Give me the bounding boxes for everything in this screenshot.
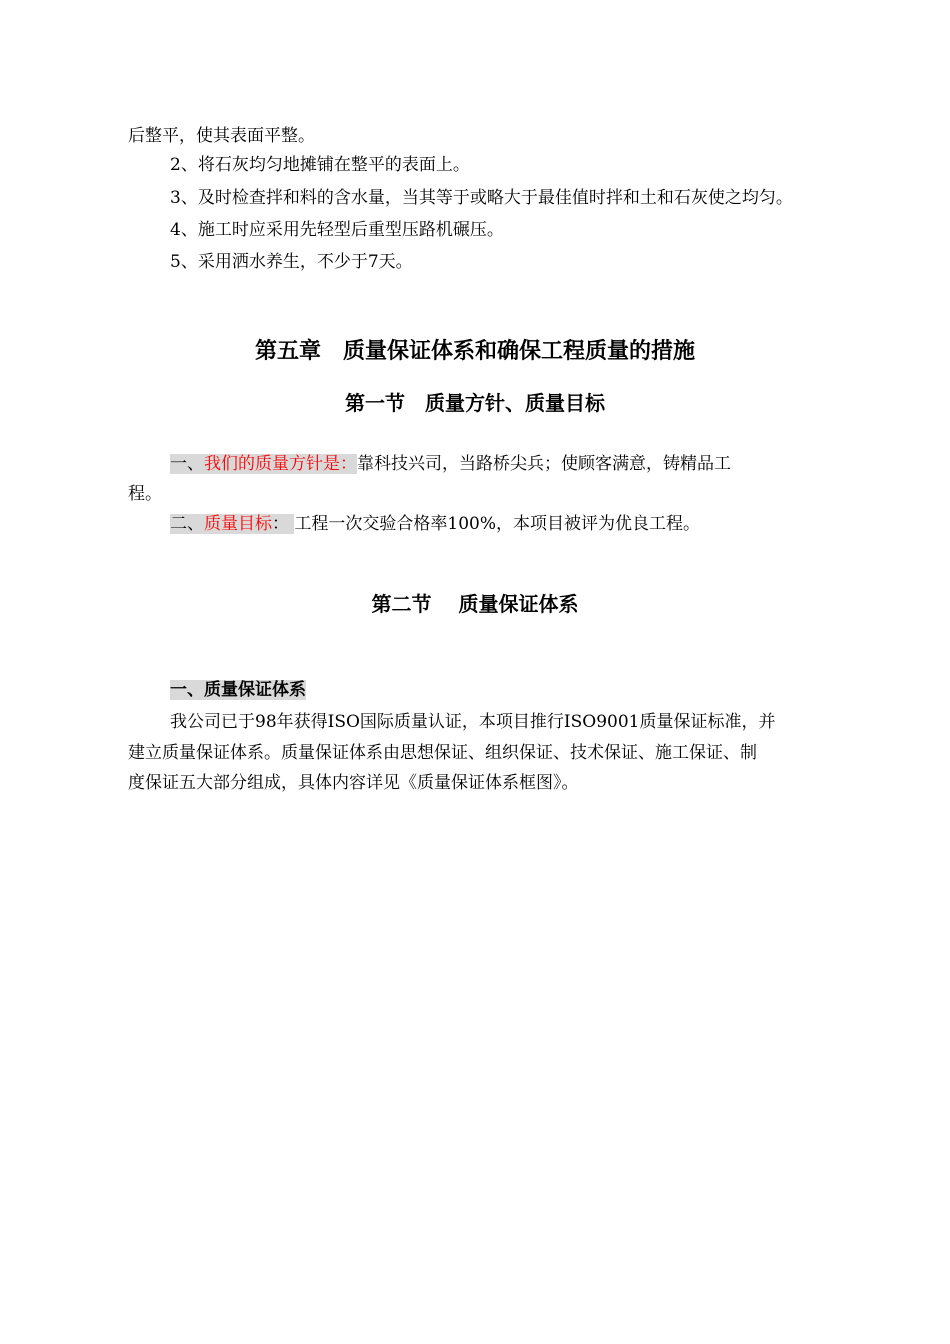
sub-heading-text: 一、质量保证体系 <box>170 680 306 700</box>
quality-goal-number: 二、 <box>170 514 204 534</box>
quality-goal-label-highlight <box>170 514 294 534</box>
sub-heading <box>170 678 306 702</box>
paragraph-line: 后整平，使其表面平整。 <box>128 126 315 146</box>
list-item-5: 5、采用洒水养生，不少于7天。 <box>170 252 413 272</box>
chapter-title: 第五章 质量保证体系和确保工程质量的措施 <box>254 339 695 364</box>
quality-policy-label-highlight <box>170 454 357 474</box>
quality-goal-colon: ： <box>272 514 289 534</box>
section-title-2: 第二节 质量保证体系 <box>371 592 579 616</box>
quality-goal-line <box>170 512 700 536</box>
quality-policy-text: 靠科技兴司，当路桥尖兵；使顾客满意，铸精品工 <box>357 454 731 474</box>
quality-goal-label: 质量目标 <box>204 514 272 534</box>
quality-policy-number: 一、 <box>170 454 204 474</box>
section-title-1: 第一节 质量方针、质量目标 <box>345 391 605 415</box>
list-item-4: 4、施工时应采用先轻型后重型压路机碾压。 <box>170 220 504 240</box>
body-paragraph-line-3: 度保证五大部分组成，具体内容详见《质量保证体系框图》。 <box>128 773 579 793</box>
quality-policy-line <box>170 452 731 476</box>
quality-policy-label: 我们的质量方针是： <box>204 454 357 474</box>
quality-goal-text: 工程一次交验合格率100%，本项目被评为优良工程。 <box>294 514 701 534</box>
list-item-3: 3、及时检查拌和料的含水量，当其等于或略大于最佳值时拌和土和石灰使之均匀。 <box>170 188 793 208</box>
body-paragraph-line-2: 建立质量保证体系。质量保证体系由思想保证、组织保证、技术保证、施工保证、制 <box>128 743 757 763</box>
list-item-2: 2、将石灰均匀地摊铺在整平的表面上。 <box>170 155 470 175</box>
body-paragraph-line-1: 我公司已于98年获得ISO国际质量认证，本项目推行ISO9001质量保证标准，并 <box>170 712 776 732</box>
quality-policy-continuation: 程。 <box>128 484 162 504</box>
